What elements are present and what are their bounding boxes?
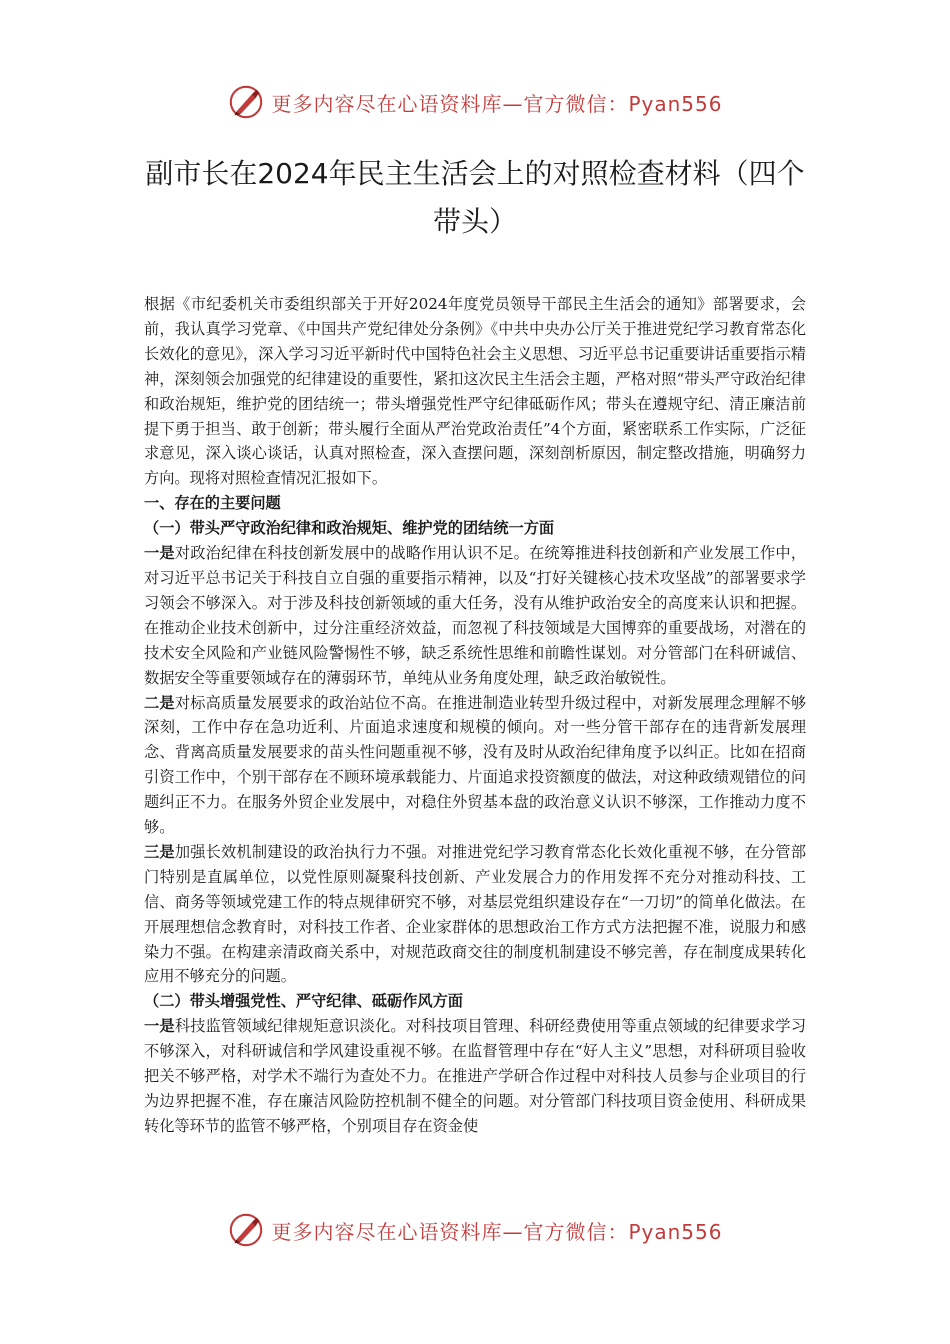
watermark-banner-bottom bbox=[0, 1208, 950, 1252]
problem-item bbox=[144, 541, 806, 690]
item-lead: 一是 bbox=[144, 1017, 175, 1036]
item-lead: 二是 bbox=[144, 693, 175, 712]
item-lead: 三是 bbox=[144, 842, 175, 861]
watermark-text: 更多内容尽在心语资料库—官方微信：Pyan556 bbox=[271, 91, 723, 116]
pen-nib-logo-icon bbox=[227, 83, 265, 121]
section-heading-problems: 一、存在的主要问题 bbox=[144, 494, 281, 513]
item-lead: 一是 bbox=[144, 544, 175, 563]
watermark-text: 更多内容尽在心语资料库—官方微信：Pyan556 bbox=[271, 1219, 723, 1244]
problem-item bbox=[144, 840, 806, 989]
document-title: 副市长在2024年民主生活会上的对照检查材料（四个带头） bbox=[145, 157, 805, 238]
watermark-banner-top bbox=[0, 80, 950, 124]
pen-nib-logo-icon bbox=[227, 1211, 265, 1249]
subsection-heading-political-discipline: （一）带头严守政治纪律和政治规矩、维护党的团结统一方面 bbox=[144, 519, 555, 538]
item-text: 科技监管领域纪律规矩意识淡化。对科技项目管理、科研经费使用等重点领域的纪律要求学习不够深入，对科研诚信和学风建设重视不够。在监督管理中存在“好人主义”思想，对科研项目验收把关不够严格，对学术不端行为查处不力。在推进产学研合作过程中对科技人员参与企业项目的行为边界把握不准，存在廉洁风险防控机制不健全的问题。对分管部门科技项目资金使用、科研成果转化等环节的监管不够严格，个别项目存在资金使 bbox=[144, 1017, 807, 1135]
item-text: 加强长效机制建设的政治执行力不强。对推进党纪学习教育常态化长效化重视不够，在分管部门特别是直属单位，以党性原则凝聚科技创新、产业发展合力的作用发挥不充分对推动科技、工信、商务等领域党建工作的特点规律研究不够，对基层党组织建设存在“一刀切”的简单化做法。在开展理想信念教育时，对科技工作者、企业家群体的思想政治工作方式方法把握不准，说服力和感染力不强。在构建亲清政商关系中，对规范政商交往的制度机制建设不够完善，存在制度成果转化应用不够充分的问题。 bbox=[144, 842, 807, 986]
document-body bbox=[144, 292, 806, 1139]
intro-paragraph: 根据《市纪委机关市委组织部关于开好2024年度党员领导干部民主生活会的通知》部署要求，会前，我认真学习党章、《中国共产党纪律处分条例》《中共中央办公厅关于推进党纪学习教育常态化长效化的意见》，深入学习习近平新时代中国特色社会主义思想、习近平总书记重要讲话重要指示精神，深刻领会加强党的纪律建设的重要性，紧扣这次民主生活会主题，严格对照“带头严守政治纪律和政治规矩，维护党的团结统一；带头增强党性严守纪律砥砺作风；带头在遵规守纪、清正廉洁前提下勇于担当、敢于创新；带头履行全面从严治党政治责任”4个方面，紧密联系工作实际，广泛征求意见，深入谈心谈话，认真对照检查，深入查摆问题，深刻剖析原因，制定整改措施，明确努力方向。现将对照检查情况汇报如下。 bbox=[144, 295, 806, 488]
item-text: 对标高质量发展要求的政治站位不高。在推进制造业转型升级过程中，对新发展理念理解不够深刻，工作中存在急功近利、片面追求速度和规模的倾向。对一些分管干部存在的违背新发展理念、背离高质量发展要求的苗头性问题重视不够，没有及时从政治纪律角度予以纠正。比如在招商引资工作中，个别干部存在不顾环境承载能力、片面追求投资额度的做法，对这种政绩观错位的问题纠正不力。在服务外贸企业发展中，对稳住外贸基本盘的政治意义认识不够深，工作推动力度不够。 bbox=[144, 693, 807, 837]
problem-item bbox=[144, 1014, 806, 1139]
item-text: 对政治纪律在科技创新发展中的战略作用认识不足。在统筹推进科技创新和产业发展工作中，对习近平总书记关于科技自立自强的重要指示精神，以及“打好关键核心技术攻坚战”的部署要求学习领会不够深入。对于涉及科技创新领域的重大任务，没有从维护政治安全的高度来认识和把握。在推动企业技术创新中，过分注重经济效益，而忽视了科技领域是大国博弈的重要战场，对潜在的技术安全风险和产业链风险警惕性不够，缺乏系统性思维和前瞻性谋划。对分管部门在科研诚信、数据安全等重要领域存在的薄弱环节，单纯从业务角度处理，缺乏政治敏锐性。 bbox=[144, 544, 807, 687]
problem-item bbox=[144, 691, 806, 840]
subsection-heading-party-spirit: （二）带头增强党性、严守纪律、砥砺作风方面 bbox=[144, 992, 463, 1011]
